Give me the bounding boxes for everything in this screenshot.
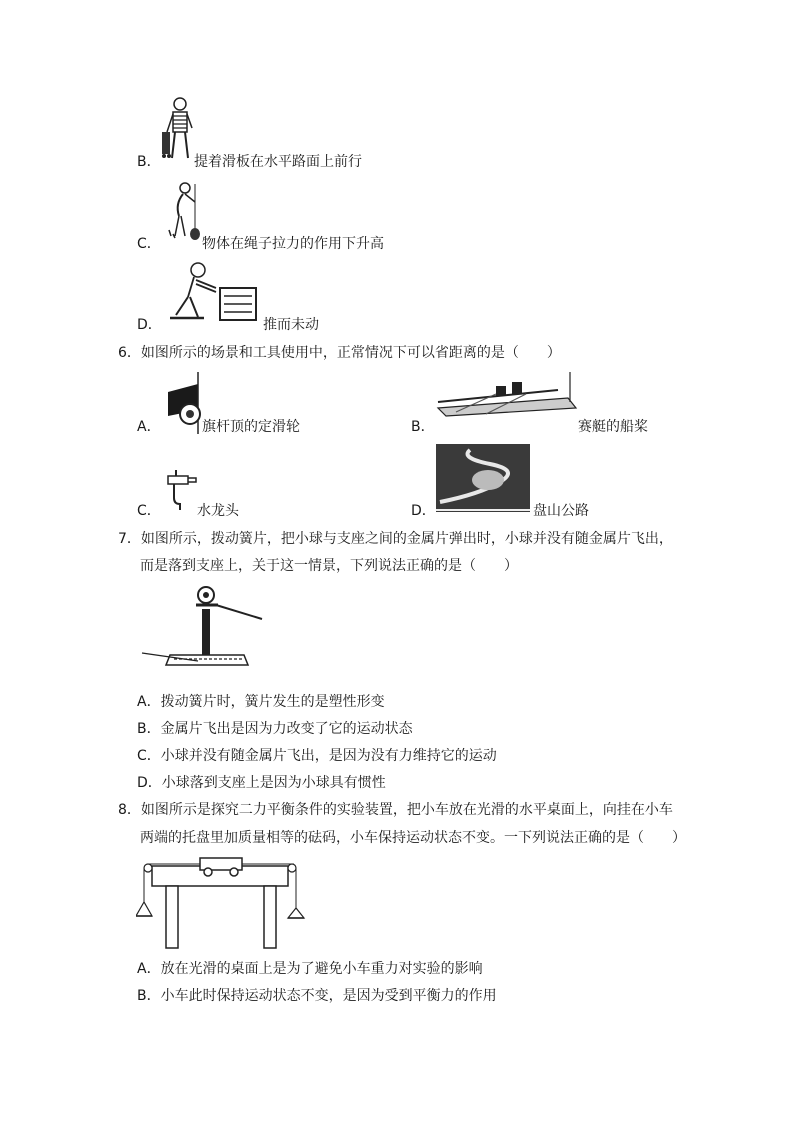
option-text: 提着滑板在水平路面上前行 (194, 154, 362, 170)
option-letter: D． (411, 503, 436, 519)
q7-stem-line2: 而是落到支座上，关于这一情景，下列说法正确的是（ ） (140, 558, 518, 574)
q7-stem-line1: 7．如图所示，拨动簧片，把小球与支座之间的金属片弹出时，小球并没有随金属片飞出， (118, 531, 673, 547)
option-text: 水龙头 (197, 503, 239, 519)
q8-option-b: B．小车此时保持运动状态不变，是因为受到平衡力的作用 (137, 988, 497, 1004)
person-pulling-rope-icon (165, 180, 205, 246)
option-text: 赛艇的船桨 (578, 419, 648, 435)
option-text: 推而未动 (263, 317, 319, 333)
option-text: 旗杆顶的定滑轮 (202, 419, 300, 435)
q7-option-c: C．小球并没有随金属片飞出，是因为没有力维持它的运动 (137, 748, 497, 764)
mountain-road-icon (436, 444, 530, 512)
q7-option-d: D．小球落到支座上是因为小球具有惯性 (137, 775, 386, 791)
q6-stem: 6．如图所示的场景和工具使用中，正常情况下可以省距离的是（ ） (118, 345, 561, 361)
ball-on-stand-inertia-icon (140, 585, 266, 681)
option-letter: B． (411, 419, 435, 435)
q8-option-a: A．放在光滑的桌面上是为了避免小车重力对实验的影响 (137, 961, 483, 977)
option-text: 物体在绳子拉力的作用下升高 (202, 236, 384, 252)
option-letter: A． (137, 419, 161, 435)
person-carrying-skateboard-icon (160, 96, 196, 164)
option-letter: C． (137, 503, 161, 519)
flagpole-pulley-icon (164, 370, 204, 436)
option-letter: B． (137, 154, 161, 170)
q7-option-a: A．拨动簧片时，簧片发生的是塑性形变 (137, 694, 385, 710)
option-text: 盘山公路 (533, 503, 589, 519)
cart-on-table-with-pans-icon (136, 856, 312, 952)
q7-option-b: B．金属片飞出是因为力改变了它的运动状态 (137, 721, 413, 737)
option-letter: C． (137, 236, 161, 252)
person-pushing-cabinet-icon (166, 260, 264, 326)
faucet-icon (164, 466, 200, 512)
option-letter: D． (137, 317, 162, 333)
q8-stem-line2: 两端的托盘里加质量相等的砝码，小车保持运动状态不变。一下列说法正确的是（ ） (140, 830, 686, 846)
q8-stem-line1: 8．如图所示是探究二力平衡条件的实验装置，把小车放在光滑的水平桌面上，向挂在小车 (118, 802, 673, 818)
rowing-boat-icon (436, 372, 578, 420)
